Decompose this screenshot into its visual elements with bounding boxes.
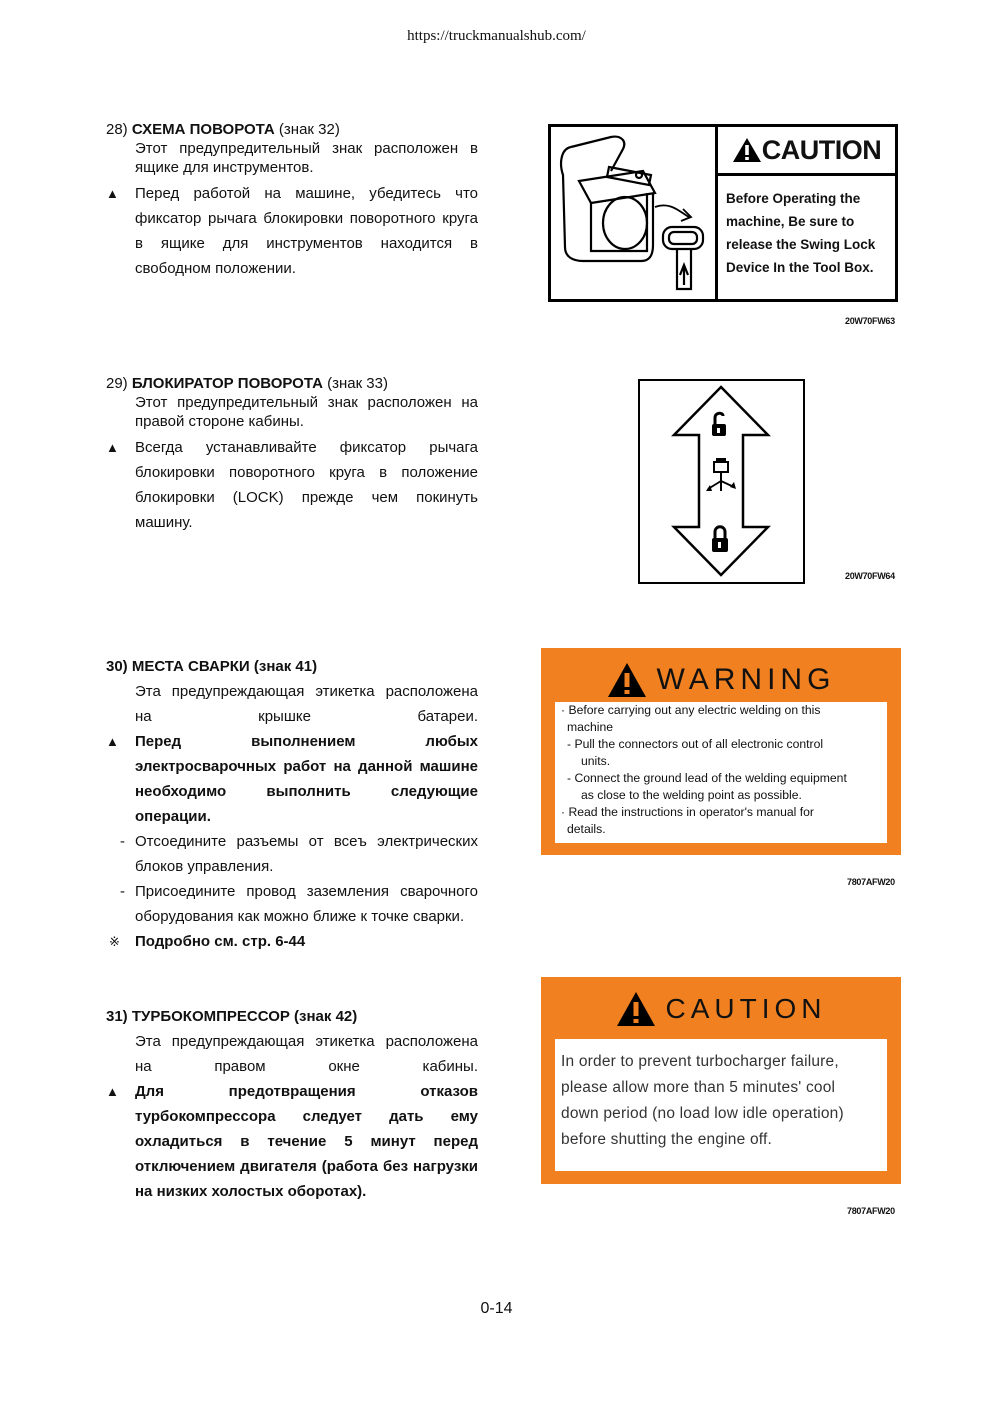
section-30-warning: ▲ Перед выполнением любых электросварочных работ на данной машине необходимо выполнить следующие операции.: [106, 729, 478, 829]
warning-text: · Before carrying out any electric welding on this machine - Pull the connectors out of all electronic control units. - Connect the ground lead of the welding equipment as close to the welding point as possible. · Read the instructions in operator's manual for details.: [555, 702, 887, 843]
caution-header: CAUTION: [718, 127, 895, 176]
section-30-location: Эта предупреждающая этикетка расположена на крышке батареи.: [135, 683, 478, 725]
section-28-warning: ▲ Перед работой на машине, убедитесь что фиксатор рычага блокировки поворотного круга в ящике для инструментов находится в свободном положении.: [106, 181, 478, 281]
warning-triangle-icon: [732, 137, 762, 163]
caution-header: CAUTION: [541, 985, 901, 1033]
section-29-title: БЛОКИРАТОР ПОВОРОТА: [131, 375, 323, 392]
source-url: https://truckmanualshub.com/: [407, 28, 586, 44]
section-31: [106, 1004, 478, 1204]
warning-triangle-icon: [616, 991, 656, 1027]
section-28-title: СХЕМА ПОВОРОТА: [131, 121, 275, 138]
caution-text: In order to prevent turbocharger failure, please allow more than 5 minutes' cool down period (no load low idle operation) before shutting the engine off.: [555, 1039, 887, 1171]
section-30-step: - Присоедините провод заземления сварочного оборудования как можно ближе к точке сварки.: [120, 883, 478, 925]
section-28: [106, 120, 478, 281]
section-29-heading: 29) БЛОКИРАТОР ПОВОРОТА (знак 33): [106, 375, 388, 392]
image-code: 20W70FW63: [845, 316, 895, 326]
caution-label-turbocharger: [541, 977, 901, 1184]
warning-triangle-icon: ▲: [106, 1084, 119, 1099]
section-30-title: 30) МЕСТА СВАРКИ (знак 41): [106, 658, 318, 675]
section-29-location: Этот предупредительный знак расположен на правой стороне кабины.: [135, 394, 478, 430]
warning-triangle-icon: ▲: [106, 440, 119, 455]
swing-lock-arrow-icon: [640, 381, 803, 582]
image-code: 7807AFW20: [847, 877, 895, 887]
section-30-note: ※ Подробно см. стр. 6-44: [106, 929, 478, 954]
warning-triangle-icon: [607, 662, 647, 698]
toolbox-swing-lock-icon: [551, 127, 718, 299]
section-29-warning: ▲ Всегда устанавливайте фиксатор рычага блокировки поворотного круга в положение блокировки (LOCK) прежде чем покинуть машину.: [106, 435, 478, 535]
warning-triangle-icon: ▲: [106, 734, 119, 749]
section-28-location: Этот предупредительный знак расположен в ящике для инструментов.: [135, 140, 478, 176]
warning-triangle-icon: ▲: [106, 186, 119, 201]
warning-label-welding: [541, 648, 901, 855]
section-29: [106, 374, 478, 535]
image-code: 7807AFW20: [847, 1206, 895, 1216]
section-31-warning: ▲ Для предотвращения отказов турбокомпрессора следует дать ему охладиться в течение 5 минут перед отключением двигателя (работа без нагрузки на низких холостых оборотах).: [106, 1079, 478, 1204]
page-number: 0-14: [480, 1300, 513, 1317]
section-28-heading: 28) СХЕМА ПОВОРОТА (знак 32): [106, 121, 340, 138]
section-31-location: Эта предупреждающая этикетка расположена на правом окне кабины.: [135, 1033, 478, 1075]
note-mark-icon: ※: [109, 934, 120, 949]
section-31-title: 31) ТУРБОКОМПРЕССОР (знак 42): [106, 1008, 358, 1025]
section-30-step: - Отсоедините разъемы от всеъ электрических блоков управления.: [120, 833, 478, 875]
image-code: 20W70FW64: [845, 571, 895, 581]
swing-lock-sign: [638, 379, 805, 584]
warning-header: WARNING: [541, 656, 901, 704]
caution-label-swing-lock: [548, 124, 898, 302]
caution-text: Before Operating the machine, Be sure to release the Swing Lock Device In the Tool Box.: [726, 191, 876, 275]
section-30: [106, 654, 478, 954]
